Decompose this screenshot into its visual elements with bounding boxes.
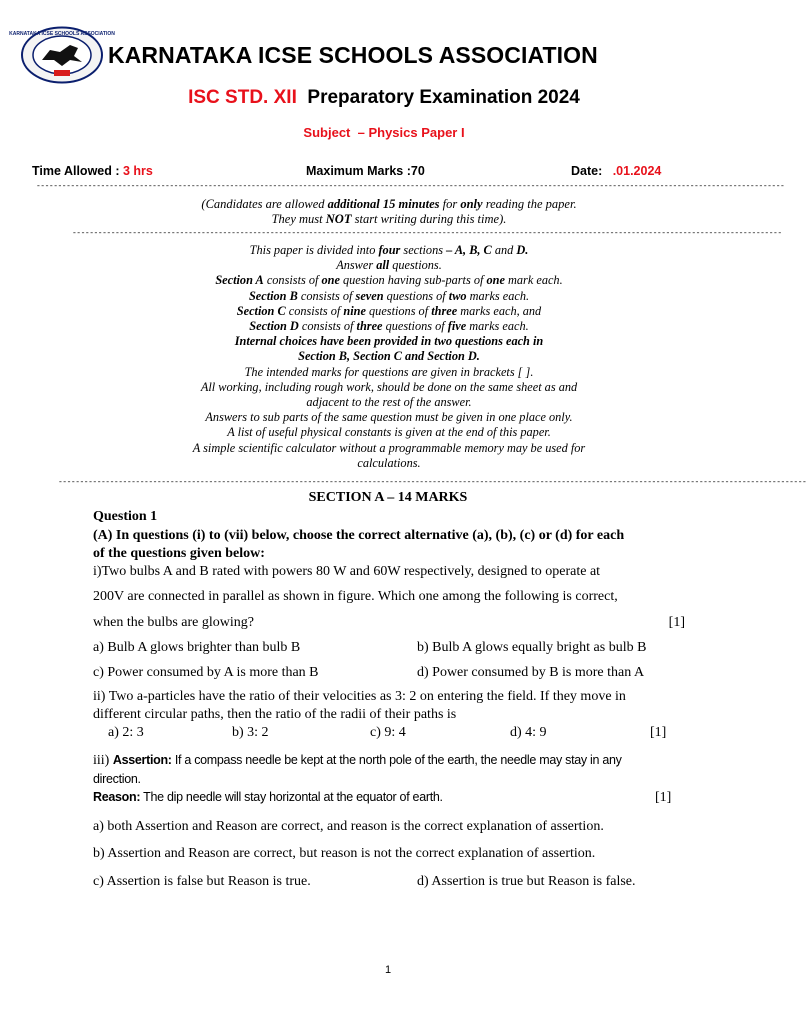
reason-line xyxy=(93,790,443,804)
instruction-text-2: of the questions given below: xyxy=(93,546,265,561)
assertion-line xyxy=(93,753,622,769)
instruction-line: Answer all questions. xyxy=(336,258,442,273)
exam-date xyxy=(571,164,661,178)
instruction-line: A simple scientific calculator without a programmable memory may be used for xyxy=(192,440,586,455)
option-a: a) Bulb A glows brighter than bulb B xyxy=(93,640,301,655)
exam-title-line xyxy=(0,87,768,109)
question-iii-marks: [1] xyxy=(655,790,672,805)
option-d: d) 4: 9 xyxy=(510,725,547,740)
exam-title: Preparatory Examination 2024 xyxy=(307,87,580,108)
reading-time-line-1: (Candidates are allowed additional 15 minutes for only reading the paper. xyxy=(201,197,577,211)
option-d: d) Power consumed by B is more than A xyxy=(417,665,645,680)
instruction-line: Section A consists of one question having sub-parts of one mark each. xyxy=(215,273,563,288)
question-ii-marks: [1] xyxy=(650,725,667,740)
separator-line: ------------------------------------------------------------------------------------------------------------------------------------------------------------------------------ xyxy=(58,478,806,487)
option-c: c) Power consumed by A is more than B xyxy=(93,665,319,680)
association-logo xyxy=(9,26,115,84)
instruction-line: calculations. xyxy=(357,455,421,470)
instruction-line: Section D consists of three questions of five marks each. xyxy=(249,319,529,334)
section-a-heading: SECTION A – 14 MARKS xyxy=(308,490,468,505)
reason-label: Reason: xyxy=(93,790,141,804)
subject-line xyxy=(0,125,768,140)
reading-time-line-2: They must NOT start writing during this time). xyxy=(271,212,507,226)
instruction-line: Section B, Section C and Section D. xyxy=(298,349,480,364)
exam-class: ISC STD. XII xyxy=(188,87,297,108)
instruction-line: Section B consists of seven questions of two marks each. xyxy=(248,288,530,303)
instruction-line: Section C consists of nine questions of three marks each, and xyxy=(236,303,542,318)
reading-time-note xyxy=(0,197,778,227)
time-label: Time Allowed : xyxy=(32,164,120,178)
option-a: a) both Assertion and Reason are correct, and reason is the correct explanation of assertion. xyxy=(93,819,604,834)
instruction-line: The intended marks for questions are given in brackets [ ]. xyxy=(244,364,534,379)
logo-lettering: KARNATAKA ICSE SCHOOLS ASSOCIATION xyxy=(9,31,115,37)
question-i-marks: [1] xyxy=(668,615,685,630)
question-ii-line-2: different circular paths, then the ratio of the radii of their paths is xyxy=(93,707,457,722)
option-a: a) 2: 3 xyxy=(108,725,144,740)
maximum-marks: Maximum Marks :70 xyxy=(306,164,425,178)
assertion-label: Assertion: xyxy=(112,753,172,767)
question-ii-line-1: ii) Two a-particles have the ratio of their velocities as 3: 2 on entering the field. If they move in xyxy=(93,689,626,704)
separator-line: ------------------------------------------------------------------------------------------------------------------------------------------------------------------------------ xyxy=(36,182,785,191)
question-instruction xyxy=(93,527,693,563)
option-b: b) 3: 2 xyxy=(232,725,269,740)
question-i-line-3: when the bulbs are glowing? xyxy=(93,615,254,630)
question-1-label: Question 1 xyxy=(93,509,158,524)
date-label: Date: xyxy=(571,164,603,178)
reason-text: The dip needle will stay horizontal at the equator of earth. xyxy=(140,790,443,804)
option-b: b) Assertion and Reason are correct, but reason is not the correct explanation of assertion. xyxy=(93,846,596,861)
instruction-line: All working, including rough work, should be done on the same sheet as and xyxy=(200,379,578,394)
option-b: b) Bulb A glows equally bright as bulb B xyxy=(417,640,647,655)
subject-value: – Physics Paper I xyxy=(357,125,465,140)
instruction-line: adjacent to the rest of the answer. xyxy=(306,395,472,410)
option-d: d) Assertion is true but Reason is false. xyxy=(417,874,636,889)
separator-line: --------------------------------------------------------------------------------------------------------------------------------------------------------------------- xyxy=(72,229,782,238)
instruction-line: This paper is divided into four sections – A, B, C and D. xyxy=(249,243,529,257)
option-c: c) 9: 4 xyxy=(370,725,406,740)
instruction-line: Internal choices have been provided in two questions each in xyxy=(234,334,544,349)
option-c: c) Assertion is false but Reason is true. xyxy=(93,874,311,889)
organization-name: KARNATAKA ICSE SCHOOLS ASSOCIATION xyxy=(108,42,598,68)
instructions-block xyxy=(0,243,778,471)
question-i-line-2: 200V are connected in parallel as shown in figure. Which one among the following is correct, xyxy=(93,589,618,604)
question-iii-prefix: iii) xyxy=(93,753,113,768)
time-value: 3 hrs xyxy=(123,164,153,178)
subject-label: Subject xyxy=(303,125,351,140)
instruction-line: Answers to sub parts of the same question must be given in one place only. xyxy=(205,410,573,425)
instruction-text-1: (A) In questions (i) to (vii) below, choose the correct alternative (a), (b), (c) or (d) for each xyxy=(93,528,625,543)
assertion-text: If a compass needle be kept at the north pole of the earth, the needle may stay in any xyxy=(171,753,622,767)
instruction-line: A list of useful physical constants is given at the end of this paper. xyxy=(227,425,551,440)
date-value: .01.2024 xyxy=(612,164,662,178)
question-i-line-1: i)Two bulbs A and B rated with powers 80 W and 60W respectively, designed to operate at xyxy=(93,564,601,579)
page-number: 1 xyxy=(385,964,392,976)
assertion-line-2: direction. xyxy=(93,772,141,786)
time-allowed xyxy=(32,164,153,178)
